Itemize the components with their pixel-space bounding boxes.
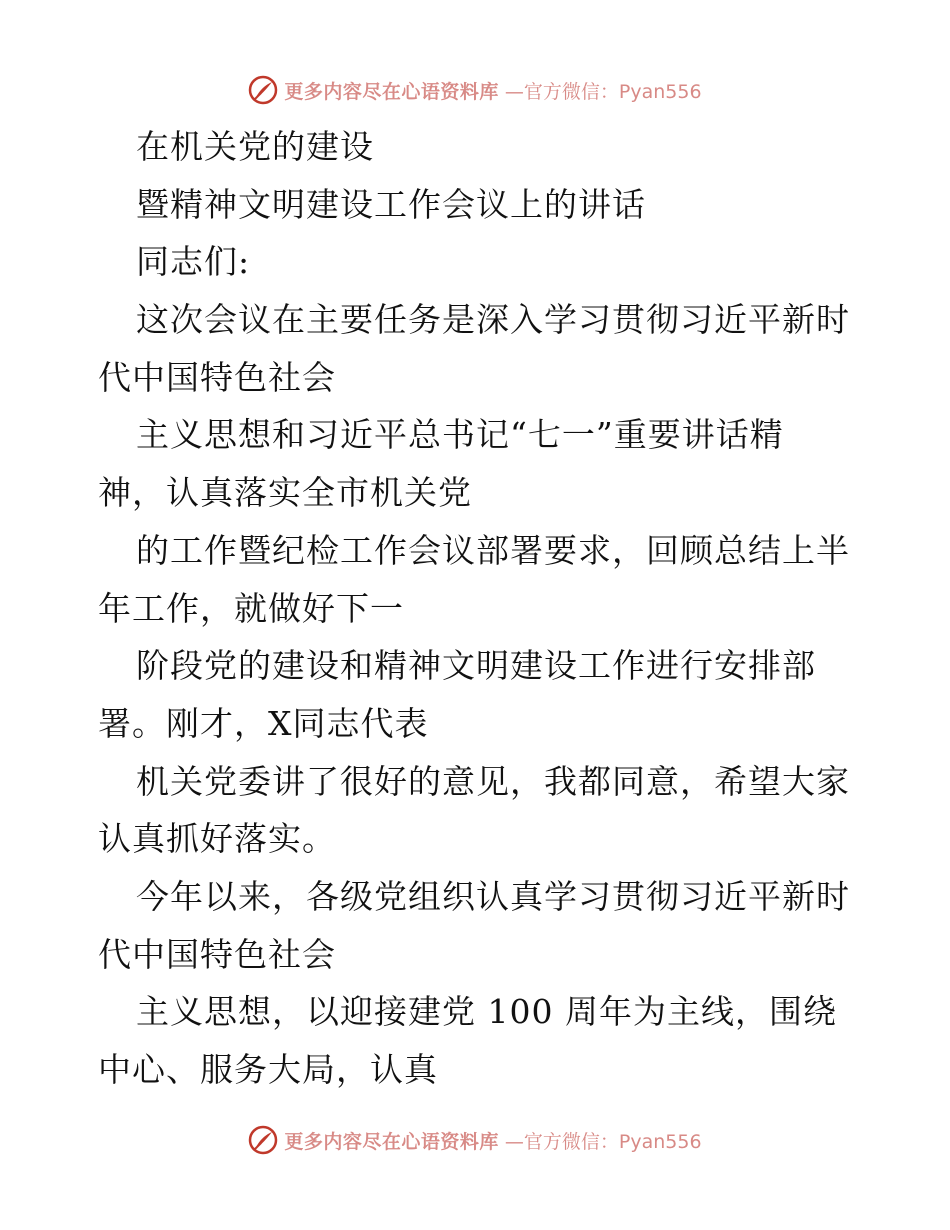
header-watermark xyxy=(0,70,950,110)
paragraph-line: 主义思想和习近平总书记“七一”重要讲话精 xyxy=(136,415,784,455)
paragraph-line: 代中国特色社会 xyxy=(98,934,336,974)
paragraph-line: 的工作暨纪检工作会议部署要求，回顾总结上半 xyxy=(136,530,850,570)
footer-contact-text: —官方微信：Pyan556 xyxy=(504,1130,702,1153)
paragraph-line: 神，认真落实全市机关党 xyxy=(98,473,472,513)
header-contact-text: —官方微信：Pyan556 xyxy=(504,80,702,103)
salutation: 同志们: xyxy=(136,242,251,282)
document-body xyxy=(98,118,858,1099)
paragraph-line: 中心、服务大局，认真 xyxy=(98,1050,438,1089)
paragraph-line: 代中国特色社会 xyxy=(98,357,336,397)
paragraph-line: 今年以来，各级党组织认真学习贯彻习近平新时 xyxy=(136,876,850,916)
header-brand-text: 更多内容尽在心语资料库 xyxy=(284,80,499,103)
footer-brand-text: 更多内容尽在心语资料库 xyxy=(284,1130,499,1153)
paragraph-line: 署。刚才，X同志代表 xyxy=(98,703,429,743)
paragraph-line: 机关党委讲了很好的意见，我都同意，希望大家 xyxy=(136,761,850,801)
quill-logo-icon xyxy=(248,75,278,105)
paragraph-line: 这次会议在主要任务是深入学习贯彻习近平新时 xyxy=(136,300,850,340)
paragraph-line: 阶段党的建设和精神文明建设工作进行安排部 xyxy=(136,646,816,686)
paragraph-line: 主义思想，以迎接建党 100 周年为主线，围绕 xyxy=(136,992,837,1032)
title-line-2: 暨精神文明建设工作会议上的讲话 xyxy=(136,184,646,224)
paragraph-line: 年工作，就做好下一 xyxy=(98,588,404,628)
title-line-1: 在机关党的建设 xyxy=(136,127,374,166)
footer-watermark xyxy=(0,1120,950,1160)
paragraph-line: 认真抓好落实。 xyxy=(98,819,336,859)
quill-logo-icon xyxy=(248,1125,278,1155)
